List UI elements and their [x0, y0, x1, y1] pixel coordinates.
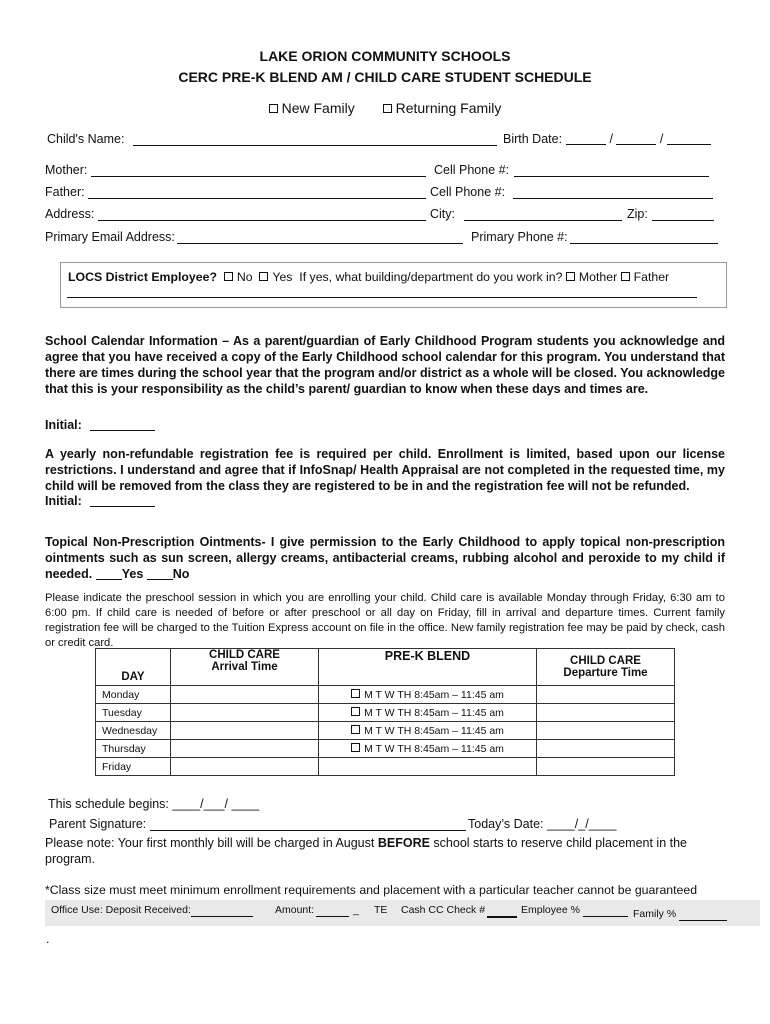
zip-field[interactable]	[652, 208, 714, 221]
employee-percent-label: Employee %	[521, 904, 580, 916]
arrival-time-cell[interactable]	[171, 740, 319, 758]
mother-field[interactable]	[91, 164, 426, 177]
family-percent-label: Family %	[633, 908, 677, 920]
deposit-field[interactable]	[191, 904, 253, 917]
ointment-no-label: No	[172, 567, 190, 581]
amount-mark: _	[353, 904, 359, 916]
schedule-header-row	[96, 649, 675, 686]
ointment-paragraph	[45, 534, 725, 582]
locs-no-checkbox[interactable]	[224, 272, 233, 281]
locs-mother-label: Mother	[578, 270, 618, 284]
session-checkbox[interactable]	[351, 743, 360, 752]
locs-question: If yes, what building/department do you work in?	[299, 270, 563, 284]
ointment-yes-field[interactable]	[96, 567, 122, 580]
session-label: M T W TH 8:45am – 11:45 am	[364, 688, 504, 701]
city-label: City:	[430, 207, 455, 221]
form-title: CERC PRE-K BLEND AM / CHILD CARE STUDENT SCHEDULE	[178, 69, 592, 85]
father-cell-field[interactable]	[513, 186, 713, 199]
returning-family-label: Returning Family	[395, 100, 502, 116]
amount-label: Amount:	[275, 904, 315, 916]
locs-row	[68, 270, 669, 284]
fee-initial-field[interactable]	[90, 494, 155, 507]
billing-note-bold: BEFORE	[377, 836, 430, 850]
zip-label: Zip:	[627, 207, 648, 221]
childs-name-field[interactable]	[133, 133, 497, 146]
schedule-begins-field[interactable]: This schedule begins: ____/___/ ____	[48, 797, 260, 811]
locs-yes-checkbox[interactable]	[259, 272, 268, 281]
billing-note-post: school starts to reserve child placement in the program.	[45, 836, 688, 866]
locs-father-label: Father	[633, 270, 670, 284]
mother-label: Mother:	[45, 163, 88, 177]
fee-paragraph: A yearly non-refundable registration fee is required per child. Enrollment is limited, based upon our license restrictions. I understand and agree that if InfoSnap/ Health Appraisal are not completed in the requested time, my child will be removed from the class they are registered to be in and the registration fee will not be refunded.	[45, 447, 725, 493]
father-label: Father:	[45, 185, 85, 199]
departure-time-cell[interactable]	[537, 758, 675, 776]
locs-employee-box	[60, 262, 727, 308]
arrival-time-cell[interactable]	[171, 704, 319, 722]
new-family-checkbox[interactable]	[269, 104, 278, 113]
school-title: LAKE ORION COMMUNITY SCHOOLS	[259, 48, 511, 64]
locs-department-field[interactable]	[67, 297, 697, 298]
ointment-text: Topical Non-Prescription Ointments- I give permission to the Early Childhood to apply topical non-prescription ointments such as sun screen, allergy creams, antibacterial creams, rubbing alcohol and peroxide to my child if needed.	[45, 535, 725, 581]
table-row	[96, 704, 675, 722]
mother-cell-label: Cell Phone #:	[434, 163, 510, 177]
check-number-field[interactable]	[487, 904, 517, 918]
calendar-initial-field[interactable]	[90, 418, 155, 431]
family-percent-field[interactable]	[679, 908, 727, 921]
prek-header: PRE-K BLEND	[319, 649, 537, 686]
childs-name-label: Child's Name:	[47, 132, 125, 146]
departure-time-cell[interactable]	[537, 686, 675, 704]
day-cell: Thursday	[96, 740, 171, 758]
session-label: M T W TH 8:45am – 11:45 am	[364, 724, 504, 737]
locs-yes-label: Yes	[272, 270, 293, 284]
returning-family-checkbox[interactable]	[383, 104, 392, 113]
locs-no-label: No	[236, 270, 253, 284]
departure-header-line1: CHILD CARE	[570, 655, 641, 667]
locs-label: LOCS District Employee?	[68, 270, 217, 284]
session-label: M T W TH 8:45am – 11:45 am	[364, 742, 504, 755]
session-checkbox[interactable]	[351, 689, 360, 698]
father-field[interactable]	[88, 186, 426, 199]
amount-field[interactable]	[316, 904, 349, 917]
employee-percent-field[interactable]	[583, 904, 628, 917]
ointment-no-field[interactable]	[147, 567, 173, 580]
table-row	[96, 686, 675, 704]
father-cell-label: Cell Phone #:	[430, 185, 506, 199]
calendar-paragraph: School Calendar Information – As a parent/guardian of Early Childhood Program students you acknowledge and agree that you have received a copy of the Early Childhood school calendar for this program. You understand that there are times during the school year that the program and/or district as a whole will be closed. You acknowledge that this is your responsibility as the child’s parent/ guardian to know when these days and times are.	[45, 334, 725, 396]
session-cell[interactable]	[319, 686, 537, 704]
email-label: Primary Email Address:	[45, 230, 175, 244]
address-field[interactable]	[98, 208, 426, 221]
city-field[interactable]	[464, 208, 622, 221]
fee-initial-label: Initial:	[45, 494, 82, 508]
primary-phone-label: Primary Phone #:	[471, 230, 568, 244]
ointment-yes-label: Yes	[121, 567, 144, 581]
session-checkbox[interactable]	[351, 725, 360, 734]
arrival-time-cell[interactable]	[171, 686, 319, 704]
day-cell: Wednesday	[96, 722, 171, 740]
deposit-label: Office Use: Deposit Received:	[51, 904, 191, 916]
office-use-bar	[45, 900, 760, 926]
session-cell[interactable]	[319, 758, 537, 776]
departure-time-cell[interactable]	[537, 740, 675, 758]
new-family-option[interactable]	[269, 100, 355, 116]
returning-family-option[interactable]	[383, 100, 502, 116]
calendar-initial-label: Initial:	[45, 418, 82, 432]
departure-header-line2: Departure Time	[563, 667, 648, 679]
session-label: M T W TH 8:45am – 11:45 am	[364, 706, 504, 719]
locs-father-checkbox[interactable]	[621, 272, 630, 281]
locs-mother-checkbox[interactable]	[566, 272, 575, 281]
arrival-header-line1: CHILD CARE	[209, 649, 280, 661]
todays-date-field[interactable]: Today’s Date: ____/_/____	[468, 817, 617, 831]
day-cell: Friday	[96, 758, 171, 776]
session-checkbox[interactable]	[351, 707, 360, 716]
billing-note-pre: Please note: Your first monthly bill will be charged in August	[45, 836, 378, 850]
departure-time-cell[interactable]	[537, 722, 675, 740]
birth-date-label: Birth Date:	[503, 132, 563, 146]
parent-signature-field[interactable]	[150, 818, 466, 831]
arrival-header	[171, 649, 319, 686]
address-label: Address:	[45, 207, 95, 221]
birth-date-field[interactable]: / /	[566, 132, 711, 146]
primary-phone-field[interactable]	[570, 231, 718, 244]
mother-cell-field[interactable]	[514, 164, 709, 177]
parent-signature-label: Parent Signature:	[49, 817, 147, 831]
schedule-table	[95, 648, 675, 776]
arrival-time-cell[interactable]	[171, 758, 319, 776]
class-size-note: *Class size must meet minimum enrollment requirements and placement with a particular teacher cannot be guaranteed	[45, 883, 698, 897]
session-cell[interactable]	[319, 740, 537, 758]
session-cell[interactable]	[319, 722, 537, 740]
te-label: TE	[374, 904, 388, 916]
new-family-label: New Family	[281, 100, 355, 116]
day-cell: Tuesday	[96, 704, 171, 722]
instructions-paragraph: Please indicate the preschool session in which you are enrolling your child. Child care is available Monday through Friday, 6:30 am to 6:00 pm. If child care is needed of before or after preschool or all day on Friday, fill in arrival and departure times. Current family registration fee will be charged to the Tuition Express account on file in the office. New family registration fee may be paid by check, cash or credit card.	[45, 592, 725, 649]
day-header: DAY	[96, 649, 171, 686]
trailing-dot: .	[46, 932, 50, 946]
table-row	[96, 722, 675, 740]
arrival-time-cell[interactable]	[171, 722, 319, 740]
session-cell[interactable]	[319, 704, 537, 722]
table-row	[96, 758, 675, 776]
departure-time-cell[interactable]	[537, 704, 675, 722]
email-field[interactable]	[177, 231, 463, 244]
table-row	[96, 740, 675, 758]
arrival-header-line2: Arrival Time	[211, 661, 278, 673]
billing-note	[45, 835, 735, 867]
departure-header	[537, 649, 675, 686]
family-type-row	[0, 100, 770, 116]
day-cell: Monday	[96, 686, 171, 704]
payment-method-label: Cash CC Check #	[401, 904, 486, 916]
